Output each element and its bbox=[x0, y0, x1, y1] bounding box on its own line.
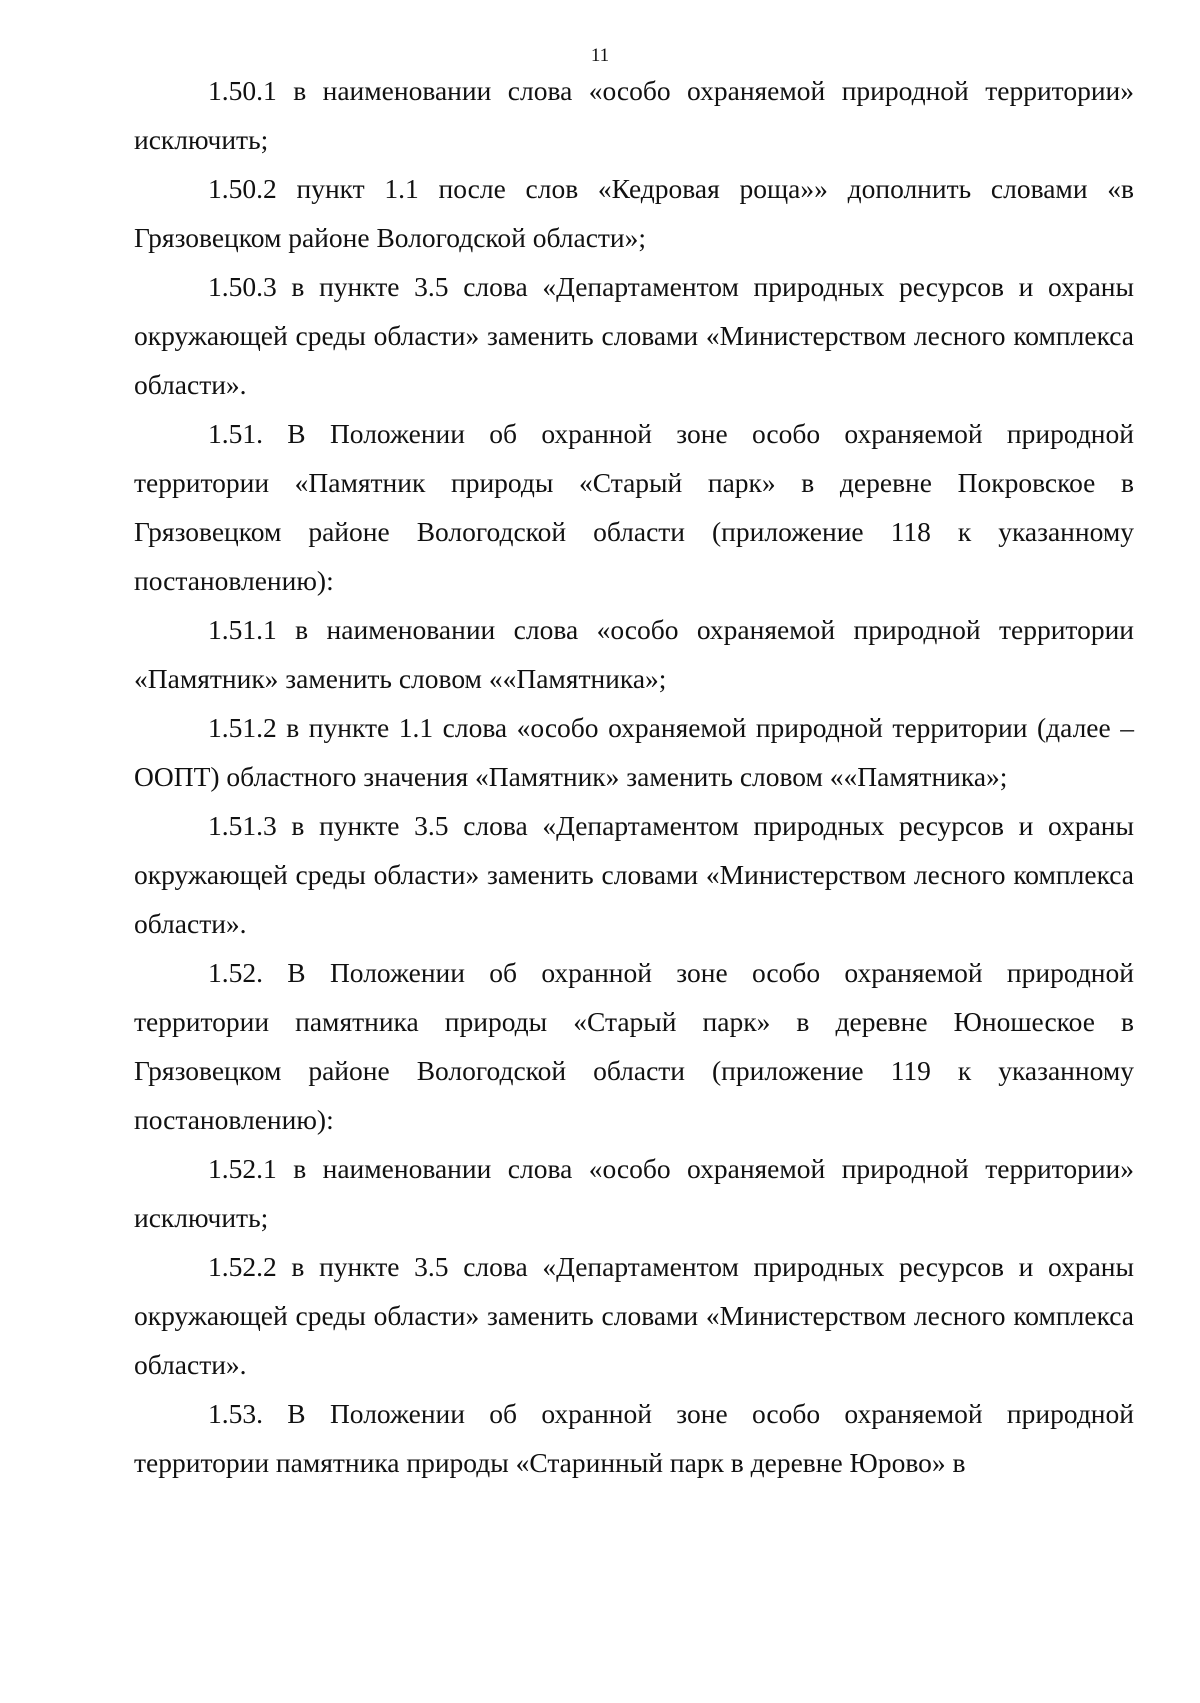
paragraph-1-53: 1.53. В Положении об охранной зоне особо охраняемой природной территории памятника природы «Старинный парк в деревне Юрово» в bbox=[134, 1398, 1134, 1478]
paragraph-1-50-3: 1.50.3 в пункте 3.5 слова «Департаментом природных ресурсов и охраны окружающей среды области» заменить словами «Министерством лесного комплекса области». bbox=[134, 271, 1134, 400]
paragraph-1-52-1: 1.52.1 в наименовании слова «особо охраняемой природной территории» исключить; bbox=[134, 1153, 1134, 1233]
paragraph-1-50-2: 1.50.2 пункт 1.1 после слов «Кедровая роща»» дополнить словами «в Грязовецком районе Вологодской области»; bbox=[134, 173, 1134, 253]
paragraph-1-51: 1.51. В Положении об охранной зоне особо охраняемой природной территории «Памятник природы «Старый парк» в деревне Покровское в Грязовецком районе Вологодской области (приложение 118 к указанному постановлению): bbox=[134, 418, 1134, 596]
page-number: 11 bbox=[590, 45, 610, 66]
paragraph-1-51-3: 1.51.3 в пункте 3.5 слова «Департаментом природных ресурсов и охраны окружающей среды области» заменить словами «Министерством лесного комплекса области». bbox=[134, 810, 1134, 939]
document-body bbox=[134, 66, 1134, 1487]
paragraph-1-51-1: 1.51.1 в наименовании слова «особо охраняемой природной территории «Памятник» заменить словом ««Памятника»; bbox=[134, 614, 1134, 694]
paragraph-1-52: 1.52. В Положении об охранной зоне особо охраняемой природной территории памятника природы «Старый парк» в деревне Юношеское в Грязовецком районе Вологодской области (приложение 119 к указанному постановлению): bbox=[134, 957, 1134, 1135]
paragraph-1-50-1: 1.50.1 в наименовании слова «особо охраняемой природной территории» исключить; bbox=[134, 75, 1134, 155]
paragraph-1-52-2: 1.52.2 в пункте 3.5 слова «Департаментом природных ресурсов и охраны окружающей среды области» заменить словами «Министерством лесного комплекса области». bbox=[134, 1251, 1134, 1380]
paragraph-1-51-2: 1.51.2 в пункте 1.1 слова «особо охраняемой природной территории (далее – ООПТ) областного значения «Памятник» заменить словом ««Памятника»; bbox=[134, 712, 1134, 792]
